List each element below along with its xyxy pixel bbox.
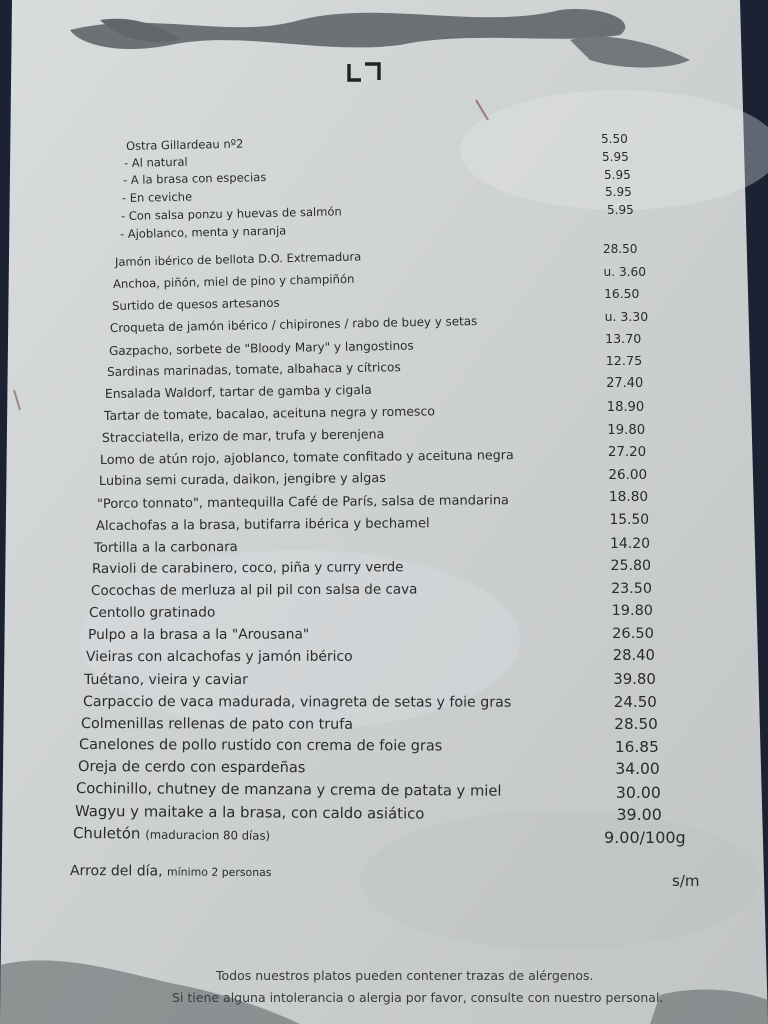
dish-price: 23.50 (611, 580, 652, 597)
dish-price: 28.50 (614, 715, 658, 734)
dish-item (104, 405, 435, 422)
dish-item (87, 626, 309, 644)
dish-price: 14.20 (610, 535, 651, 552)
dish-item (113, 271, 355, 291)
dish-item (96, 517, 430, 533)
rice-item (70, 864, 272, 879)
dish-name: Surtido de quesos artesanos (111, 295, 280, 313)
dish-item (98, 470, 386, 489)
dish-price: u. 3.30 (604, 308, 649, 324)
dish-price: 28.50 (603, 242, 638, 256)
dish-item (97, 494, 509, 511)
dish-price: 12.75 (605, 353, 643, 369)
dish-price: 30.00 (615, 782, 661, 802)
rice-note: mínimo 2 personas (166, 865, 272, 880)
dish-name: Ensalada Waldorf, tartar de gamba y cigala (105, 383, 373, 402)
dish-name: Vieiras con alcachofas y jamón ibérico (85, 648, 353, 665)
oyster-option: - En ceviche (121, 189, 193, 205)
dish-name: Ravioli de carabinero, coco, piña y curry verde (92, 560, 404, 578)
oyster-option-price: 5.95 (604, 168, 631, 182)
dish-price: 27.20 (607, 445, 647, 461)
oyster-option-price: 5.50 (601, 132, 628, 146)
dish-item (102, 428, 384, 444)
dish-name: Cocochas de merluza al pil pil con salsa de cava (90, 581, 418, 600)
dish-price: 26.00 (608, 466, 648, 483)
oyster-option-price: 5.95 (605, 185, 632, 199)
dish-price: 39.00 (616, 805, 662, 825)
dish-name: Centollo gratinado (89, 604, 216, 622)
dish-item (84, 673, 248, 687)
dish-price: 27.40 (606, 376, 644, 392)
dish-item (83, 695, 511, 710)
oyster-option: - Al natural (123, 154, 188, 170)
dish-name: Tortilla a la carbonara (93, 539, 238, 556)
dish-name: Carpaccio de vaca madurada, vinagreta de setas y foie gras (82, 693, 511, 711)
dish-name: Gazpacho, sorbete de "Bloody Mary" y langostinos (108, 338, 414, 358)
dish-price: 25.80 (610, 558, 652, 575)
dish-item (73, 826, 270, 843)
oyster-option: - Ajoblanco, menta y naranja (119, 223, 287, 241)
dish-price: 34.00 (615, 760, 660, 779)
dish-price: 24.50 (613, 692, 657, 711)
dish-price: 39.80 (613, 669, 656, 688)
dish-name: Pulpo a la brasa a la "Arousana" (87, 626, 309, 644)
allergen-notice: Si tiene alguna intolerancia o alergia por favor, consulte con nuestro personal. (172, 990, 664, 1005)
dish-item (90, 581, 418, 600)
allergen-notice: Todos nuestros platos pueden contener trazas de alérgenos. (216, 968, 594, 983)
dish-name: Wagyu y maitake a la brasa, con caldo asiático (74, 802, 425, 823)
dish-name: Anchoa, piñón, miel de pino y champiñón (113, 271, 355, 291)
oyster-title: Ostra Gillardeau nº2 (125, 136, 244, 153)
dish-item (78, 760, 305, 776)
dish-item (109, 313, 478, 335)
dish-name: Lubina semi curada, daikon, jengibre y algas (98, 470, 386, 489)
dish-name: Stracciatella, erizo de mar, trufa y berenjena (101, 426, 385, 446)
dish-item (100, 449, 514, 467)
oyster-option: - Con salsa ponzu y huevas de salmón (120, 204, 342, 223)
dish-item (79, 738, 442, 754)
dish-price: 19.80 (607, 422, 646, 438)
dish-price: 16.85 (614, 737, 659, 756)
dish-name: "Porco tonnato", mantequilla Café de París, salsa de mandarina (97, 492, 510, 512)
rice-price: s/m (672, 872, 700, 890)
dish-item (107, 362, 401, 379)
dish-item (76, 782, 502, 799)
dish-name: Canelones de pollo rustido con crema de foie gras (79, 737, 443, 755)
dish-item (112, 297, 280, 312)
dish-price: 28.40 (612, 647, 655, 665)
dish-price: 16.50 (604, 287, 640, 302)
dish-item (89, 604, 216, 622)
dish-item (92, 562, 404, 577)
dish-price: u. 3.60 (603, 264, 646, 279)
dish-name: Oreja de cerdo con espardeñas (77, 758, 306, 777)
dish-name: Lomo de atún rojo, ajoblanco, tomate confitado y aceituna negra (100, 447, 515, 467)
dish-price: 18.90 (606, 400, 645, 416)
dish-name: Tuétano, vieira y caviar (84, 671, 249, 688)
dish-name: Chuletón (72, 824, 141, 843)
rice-name: Arroz del día, (69, 863, 163, 880)
dish-item (94, 540, 238, 554)
dish-item (115, 251, 362, 268)
dish-price: 15.50 (609, 511, 650, 528)
oyster-option-price: 5.95 (602, 150, 629, 164)
dish-name: Tartar de tomate, bacalao, aceituna negra y romesco (103, 403, 435, 424)
dish-price: 18.80 (608, 489, 649, 506)
dish-price: 26.50 (612, 624, 654, 642)
dish-item (105, 384, 372, 400)
dish-name: Cochinillo, chutney de manzana y crema de patata y miel (76, 780, 502, 800)
dish-item (108, 339, 413, 356)
dish-name: Croqueta de jamón ibérico / chipirones / rabo de buey y setas (109, 313, 478, 335)
dish-name: Jamón ibérico de bellota D.O. Extremadura (114, 249, 362, 269)
dish-price: 19.80 (611, 603, 653, 620)
dish-name: Alcachofas a la brasa, butifarra ibérica y bechamel (95, 515, 430, 534)
dish-item (85, 648, 353, 665)
dish-name: Sardinas marinadas, tomate, albahaca y cítricos (106, 360, 401, 380)
dish-name: Colmenillas rellenas de pato con trufa (81, 715, 354, 733)
oyster-option: - A la brasa con especias (122, 170, 267, 187)
oyster-option-price: 5.95 (607, 203, 634, 217)
dish-price: 13.70 (605, 331, 642, 347)
dish-price: 9.00/100g (604, 828, 686, 847)
dish-note: (maduracion 80 días) (145, 827, 271, 843)
dish-item (81, 717, 353, 732)
dish-item (75, 804, 425, 821)
